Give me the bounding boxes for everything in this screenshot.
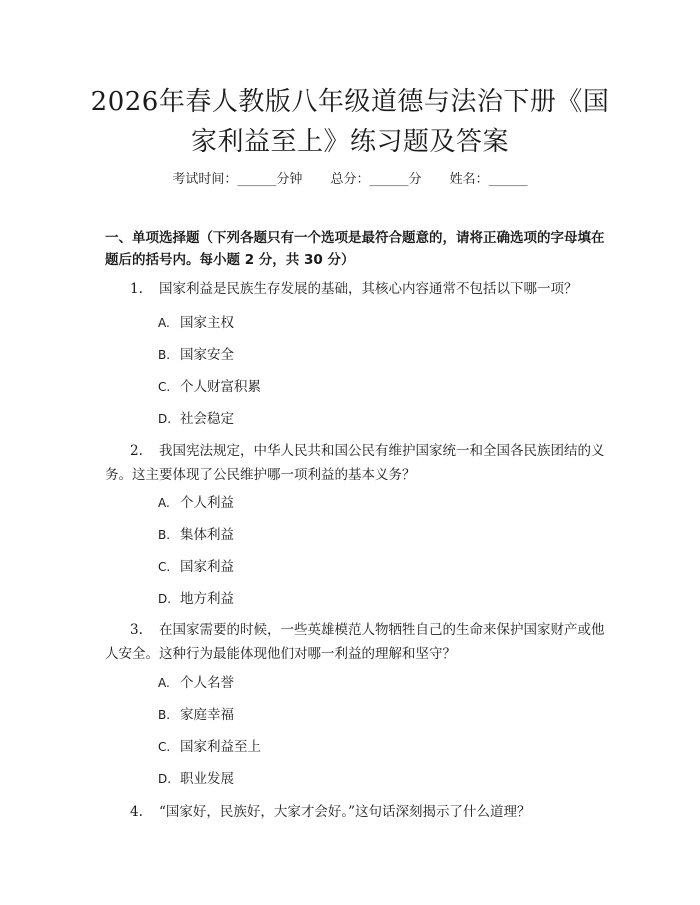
exam-total-score: 总分：______分	[330, 172, 422, 187]
q2-option-a: A. 个人利益	[158, 495, 234, 511]
q1-option-d: D. 社会稳定	[158, 411, 234, 427]
q1-option-c: C. 个人财富积累	[158, 379, 261, 395]
question-3	[105, 618, 605, 666]
document-title	[60, 82, 640, 162]
question-number: 2.	[130, 443, 143, 459]
section-title: 一、单项选择题（下列各题只有一个选项是最符合题意的，请将正确选项的字母填在题后的括号内。每小题 2 分，共 30 分）	[105, 230, 605, 268]
question-4	[105, 800, 605, 824]
exam-meta	[0, 168, 700, 187]
question-text: “国家好，民族好，大家才会好。”这句话深刻揭示了什么道理？	[159, 804, 531, 820]
title-line-1: 2026年春人教版八年级道德与法治下册《国	[90, 87, 610, 117]
q3-option-a: A. 个人名誉	[158, 675, 234, 691]
question-number: 3.	[130, 622, 143, 638]
question-text: 在国家需要的时候，一些英雄模范人物牺牲自己的生命来保护国家财产或他人安全。这种行为最能体现他们对哪一利益的理解和坚守？	[105, 622, 605, 662]
question-1	[105, 277, 605, 301]
q2-option-c: C. 国家利益	[158, 559, 234, 575]
question-number: 1.	[130, 281, 143, 297]
question-text: 我国宪法规定，中华人民共和国公民有维护国家统一和全国各民族团结的义务。这主要体现了公民维护哪一项利益的基本义务？	[105, 443, 605, 483]
q1-option-a: A. 国家主权	[158, 315, 234, 331]
q2-option-d: D. 地方利益	[158, 591, 234, 607]
exam-time: 考试时间：______分钟	[172, 172, 303, 187]
q3-option-b: B. 家庭幸福	[158, 707, 234, 723]
question-2	[105, 439, 605, 487]
q1-option-b: B. 国家安全	[158, 347, 234, 363]
q2-option-b: B. 集体利益	[158, 527, 234, 543]
q3-option-c: C. 国家利益至上	[158, 739, 261, 755]
question-text: 国家利益是民族生存发展的基础，其核心内容通常不包括以下哪一项？	[159, 281, 578, 297]
question-number: 4.	[130, 804, 143, 820]
student-name: 姓名：______	[449, 172, 528, 187]
title-line-2: 家利益至上》练习题及答案	[190, 127, 509, 157]
q3-option-d: D. 职业发展	[158, 771, 234, 787]
